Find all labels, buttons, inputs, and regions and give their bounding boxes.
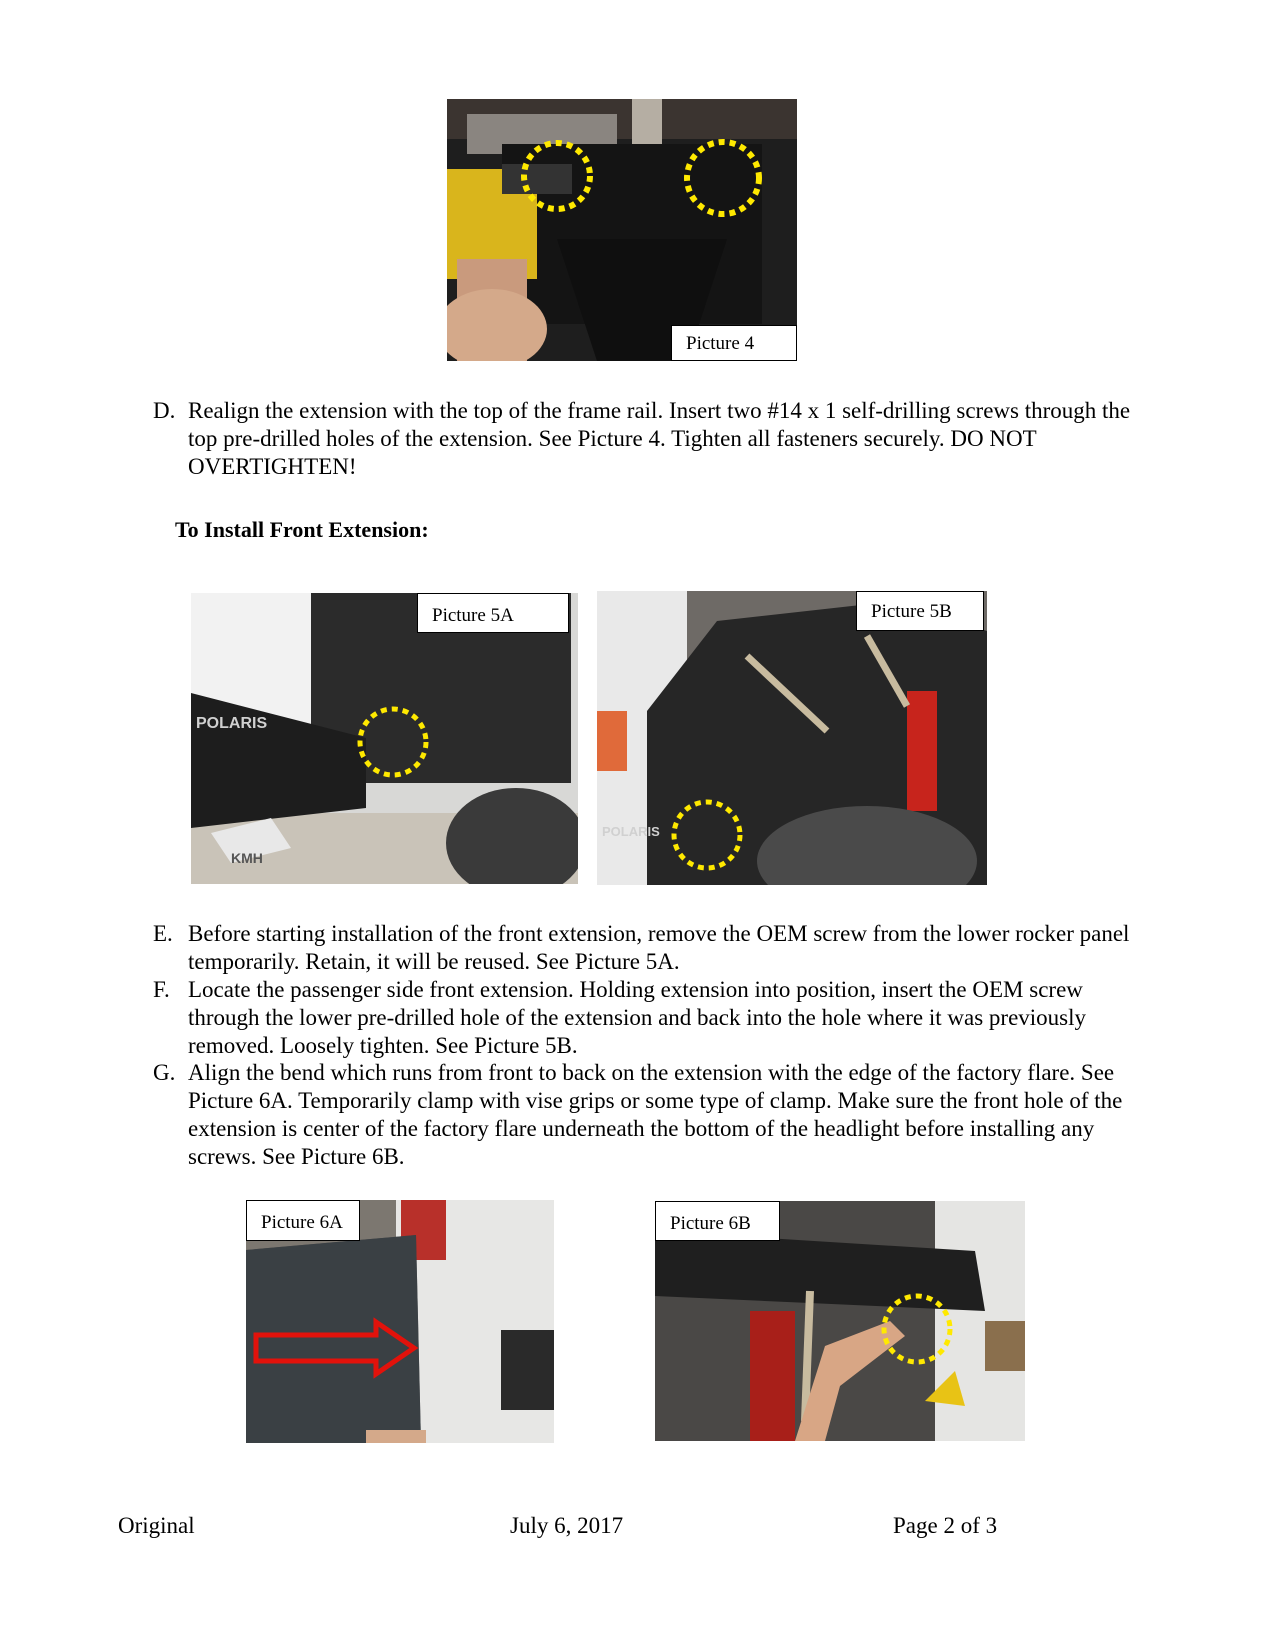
step-text: Realign the extension with the top of the frame rail. Insert two #14 x 1 self-drilling screws through the top pre-drilled holes of the extension. See Picture 4. Tighten all fasteners securely. DO NOT OVERTIGHTEN! [188, 398, 1131, 479]
step-g [153, 1059, 1153, 1171]
box-mark: KMH [231, 850, 263, 866]
picture-6b-caption: Picture 6B [655, 1201, 780, 1241]
picture-5b-caption: Picture 5B [856, 591, 984, 631]
picture-6b-photo [655, 1201, 1025, 1441]
picture-6a-photo [246, 1200, 554, 1443]
step-text: Locate the passenger side front extension. Holding extension into position, insert the OEM screw through the lower pre-drilled hole of the extension and back into the hole where it was previously removed. Loosely tighten. See Picture 5B. [188, 977, 1087, 1058]
step-text: Before starting installation of the front extension, remove the OEM screw from the lower rocker panel temporarily. Retain, it will be reused. See Picture 5A. [188, 921, 1130, 974]
section-heading: To Install Front Extension: [175, 517, 429, 542]
picture-4-caption: Picture 4 [671, 325, 797, 361]
step-letter: D. [153, 398, 176, 423]
footer-date: July 6, 2017 [510, 1513, 624, 1538]
step-text: Align the bend which runs from front to back on the extension with the edge of the factory flare. See Picture 6A. Temporarily clamp with vise grips or some type of clamp. Make sure the front hole of the extension is center of the factory flare underneath the bottom of the headlight before installing any screws. See Picture 6B. [188, 1060, 1123, 1169]
brand-mark: POLARIS [602, 824, 660, 839]
step-letter: G. [153, 1060, 176, 1085]
step-e [153, 920, 1153, 976]
picture-4-photo [447, 99, 797, 361]
picture-6a-caption: Picture 6A [246, 1200, 360, 1241]
brand-mark: POLARIS [196, 715, 268, 732]
step-f [153, 976, 1153, 1060]
picture-5b-photo [597, 591, 987, 885]
step-letter: E. [153, 921, 173, 946]
step-letter: F. [153, 977, 170, 1002]
step-d [153, 397, 1153, 481]
footer-page: Page 2 of 3 [893, 1513, 998, 1538]
footer-left: Original [118, 1513, 195, 1538]
picture-5a-caption: Picture 5A [417, 593, 569, 633]
picture-5a-photo [191, 593, 578, 884]
